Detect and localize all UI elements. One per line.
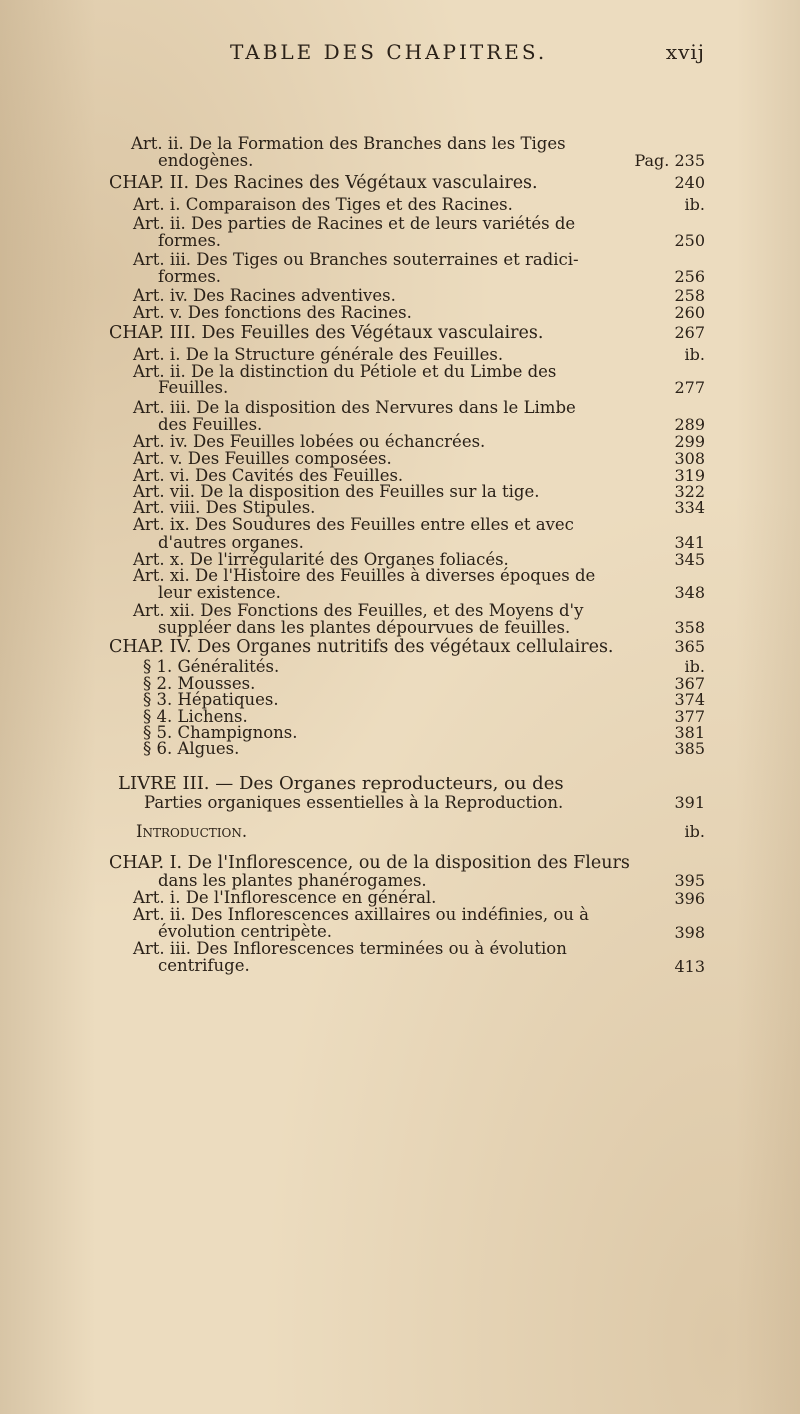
toc-entry-page: ib.: [684, 195, 705, 215]
toc-entry-page: 322: [674, 482, 705, 502]
toc-entry-page: 240: [674, 172, 705, 192]
toc-entry-page: ib.: [684, 822, 705, 841]
toc-introduction: Introduction.: [136, 822, 248, 841]
toc-entry-page: ib.: [684, 344, 705, 364]
toc-entry-page: 308: [674, 449, 705, 469]
toc-entry-page: 334: [674, 498, 705, 518]
toc-section-text: § 3. Hépatiques.: [143, 689, 279, 709]
toc-entry-page: 258: [674, 285, 705, 305]
toc-entry-text: dans les plantes phanérogames.: [158, 871, 427, 891]
toc-entry-text: Art. ii. Des parties de Racines et de leurs variétés de: [133, 214, 576, 234]
toc-entry-text: centrifuge.: [158, 955, 250, 975]
toc-entry-page: 256: [674, 267, 705, 287]
toc-entry-text: Art. iv. Des Feuilles lobées ou échancrées.: [133, 432, 486, 452]
toc-entry-page: 377: [674, 706, 705, 726]
toc-chapter-heading: CHAP. I. De l'Inflorescence, ou de la disposition des Fleurs: [109, 853, 630, 874]
toc-entry-text: endogènes.: [158, 151, 254, 171]
toc-entry-text: leur existence.: [158, 583, 281, 603]
toc-entry-page: 358: [674, 618, 705, 638]
toc-entry-text: Art. i. Comparaison des Tiges et des Racines.: [133, 195, 513, 215]
toc-entry-text: Feuilles.: [158, 378, 229, 397]
toc-entry-page: 299: [674, 432, 705, 452]
running-head-page-number: xvij: [665, 40, 705, 64]
toc-entry-page: 267: [674, 322, 705, 342]
toc-entry-text: Art. ii. De la Formation des Branches dans les Tiges: [131, 134, 566, 154]
toc-entry-text: Art. iii. Des Tiges ou Branches souterraines et radici-: [133, 250, 579, 270]
toc-entry-page: Pag. 235: [634, 151, 705, 171]
toc-entry-text: Art. viii. Des Stipules.: [133, 498, 316, 518]
toc-entry-page: 289: [674, 415, 705, 435]
toc-entry-page: 319: [674, 465, 705, 485]
toc-entry-text: Art. v. Des Feuilles composées.: [133, 449, 392, 469]
toc-entry-text: formes.: [158, 230, 222, 250]
toc-entry-page: ib.: [684, 657, 705, 677]
toc-entry-page: 413: [674, 956, 705, 976]
toc-entry-page: 341: [674, 532, 705, 552]
toc-entry-text: Art. i. De la Structure générale des Feuilles.: [133, 344, 504, 364]
toc-book-heading: LIVRE III. — Des Organes reproducteurs, ou des: [118, 772, 564, 794]
toc-entry-page: 367: [674, 674, 705, 693]
toc-section-text: § 1. Généralités.: [143, 657, 280, 677]
toc-entry-page: 391: [674, 793, 705, 812]
toc-entry-text: des Feuilles.: [158, 415, 263, 435]
toc-section-text: § 4. Lichens.: [143, 706, 248, 726]
toc-entry-text: évolution centripète.: [158, 922, 333, 942]
toc-entry-page: 385: [674, 739, 705, 759]
toc-entry-text: Art. ix. Des Soudures des Feuilles entre elles et avec: [133, 514, 574, 534]
toc-entry-text: Parties organiques essentielles à la Reproduction.: [144, 793, 564, 812]
toc-entry-text: Art. ii. De la distinction du Pétiole et du Limbe des: [133, 362, 557, 382]
toc-entry-page: 398: [674, 923, 705, 943]
toc-section-text: § 6. Algues.: [143, 739, 240, 759]
toc-entry-text: Art. iv. Des Racines adventives.: [133, 285, 396, 305]
toc-entry-page: 374: [674, 689, 705, 709]
toc-entry-text: suppléer dans les plantes dépourvues de feuilles.: [158, 618, 571, 638]
toc-entry-text: formes.: [158, 267, 222, 287]
running-head-title: TABLE DES CHAPITRES.: [230, 40, 548, 64]
toc-chapter-heading: CHAP. IV. Des Organes nutritifs des végétaux cellulaires.: [109, 637, 614, 658]
toc-entry-page: 381: [674, 723, 705, 743]
toc-entry-text: Art. x. De l'irrégularité des Organes foliacés.: [133, 549, 509, 569]
toc-section-text: § 5. Champignons.: [143, 723, 298, 743]
toc-entry-text: Art. xii. Des Fonctions des Feuilles, et des Moyens d'y: [133, 600, 584, 620]
toc-entry-page: 277: [674, 378, 705, 397]
toc-entry-text: Art. i. De l'Inflorescence en général.: [133, 888, 437, 908]
toc-entry-page: 365: [674, 637, 705, 657]
toc-entry-page: 348: [674, 583, 705, 603]
toc-entry-text: Art. vii. De la disposition des Feuilles sur la tige.: [133, 482, 540, 502]
toc-entry-text: Art. xi. De l'Histoire des Feuilles à diverses époques de: [133, 566, 596, 586]
toc-entry-text: Art. iii. Des Inflorescences terminées ou à évolution: [133, 939, 567, 959]
toc-chapter-heading: CHAP. II. Des Racines des Végétaux vasculaires.: [109, 172, 538, 193]
toc-entry-page: 395: [674, 871, 705, 891]
toc-section-text: § 2. Mousses.: [143, 674, 256, 693]
toc-entry-page: 396: [674, 889, 705, 909]
toc-chapter-heading: CHAP. III. Des Feuilles des Végétaux vasculaires.: [109, 322, 544, 343]
toc-entry-page: 345: [674, 549, 705, 569]
toc-entry-page: 260: [674, 303, 705, 323]
toc-entry-text: Art. ii. Des Inflorescences axillaires ou indéfinies, ou à: [133, 905, 589, 925]
toc-entry-text: Art. iii. De la disposition des Nervures dans le Limbe: [133, 397, 576, 417]
toc-entry-page: 250: [674, 230, 705, 250]
toc-entry-text: Art. vi. Des Cavités des Feuilles.: [133, 465, 404, 485]
toc-entry-text: d'autres organes.: [158, 532, 304, 552]
toc-entry-text: Art. v. Des fonctions des Racines.: [133, 303, 412, 323]
running-head: [230, 40, 705, 74]
